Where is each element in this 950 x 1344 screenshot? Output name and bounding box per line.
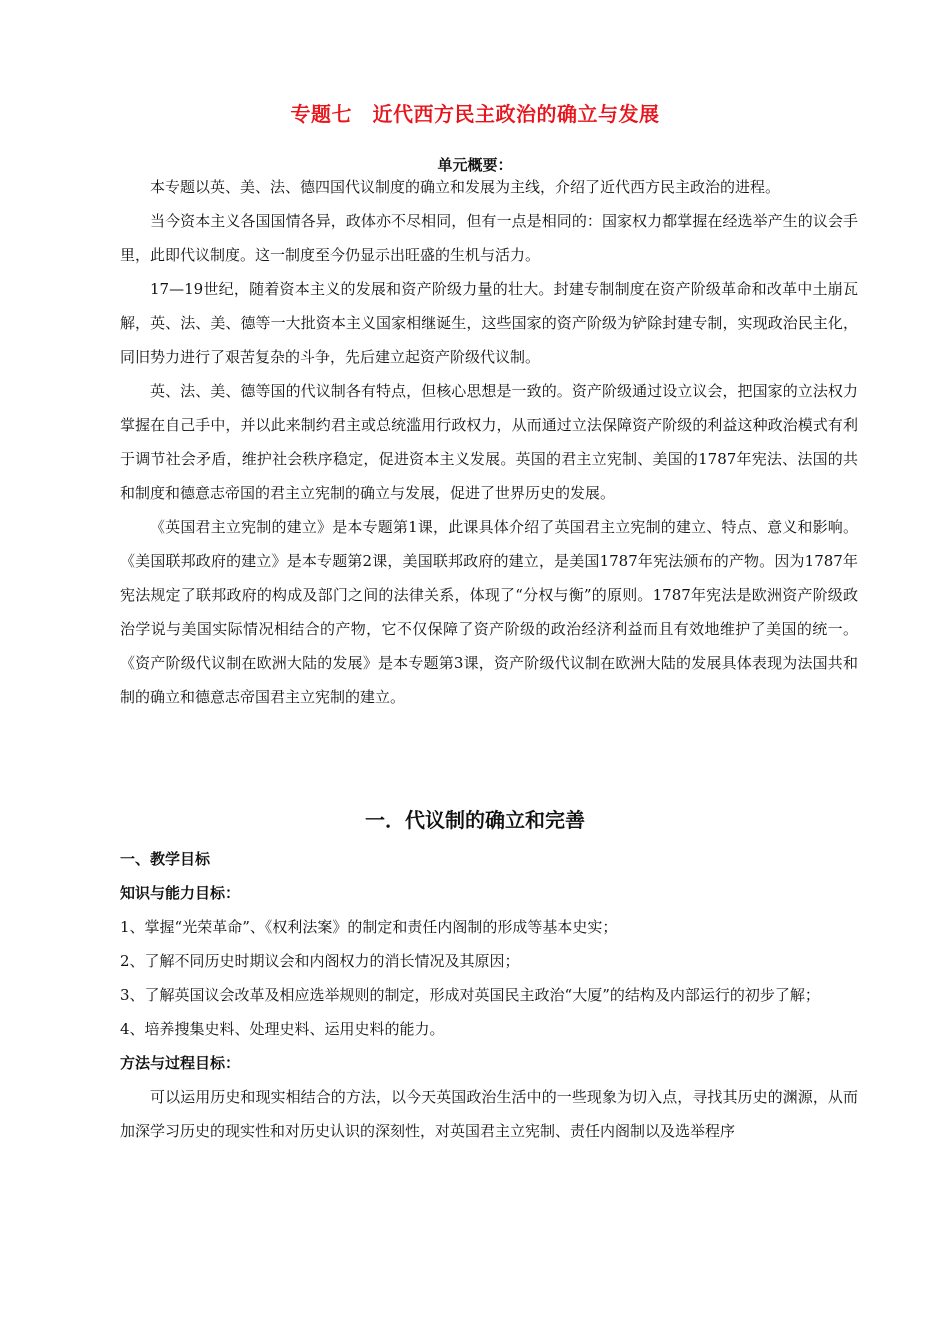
section-title: 一．代议制的确立和完善 bbox=[365, 808, 585, 832]
overview-paragraph: 本专题以英、美、法、德四国代议制度的确立和发展为主线，介绍了近代西方民主政治的进程。 bbox=[150, 178, 781, 196]
overview-paragraph: 英、法、美、德等国的代议制各有特点，但核心思想是一致的。资产阶级通过设立议会，把国家的立法权力掌握在自己手中，并以此来制约君主或总统滥用行政权力，从而通过立法保障资产阶级的利益这种政治模式有利于调节社会矛盾，维护社会秩序稳定，促进资本主义发展。英国的君主立宪制、美国的1787年宪法、法国的共和制度和德意志帝国的君主立宪制的确立与发展，促进了世界历史的发展。 bbox=[120, 382, 858, 502]
overview-paragraph: 17—19世纪，随着资本主义的发展和资产阶级力量的壮大。封建专制制度在资产阶级革命和改革中土崩瓦解，英、法、美、德等一大批资本主义国家相继诞生，这些国家的资产阶级为铲除封建专制，实现政治民主化，同旧势力进行了艰苦复杂的斗争，先后建立起资产阶级代议制。 bbox=[120, 280, 858, 366]
teaching-goals-heading: 一、教学目标 bbox=[120, 850, 211, 868]
knowledge-heading: 知识与能力目标： bbox=[120, 884, 241, 902]
knowledge-item: 3、了解英国议会改革及相应选举规则的制定，形成对英国民主政治“大厦”的结构及内部运行的初步了解； bbox=[120, 986, 820, 1004]
method-heading: 方法与过程目标： bbox=[120, 1054, 241, 1072]
overview-paragraph: 《英国君主立宪制的建立》是本专题第1课，此课具体介绍了英国君主立宪制的建立、特点、意义和影响。《美国联邦政府的建立》是本专题第2课，美国联邦政府的建立，是美国1787年宪法颁布的产物。因为1787年宪法规定了联邦政府的构成及部门之间的法律关系，体现了“分权与衡”的原则。1787年宪法是欧洲资产阶级政治学说与美国实际情况相结合的产物，它不仅保障了资产阶级的政治经济利益而且有效地维护了美国的统一。《资产阶级代议制在欧洲大陆的发展》是本专题第3课，资产阶级代议制在欧洲大陆的发展具体表现为法国共和制的确立和德意志帝国君主立宪制的建立。 bbox=[120, 518, 858, 706]
knowledge-item: 2、了解不同历史时期议会和内阁权力的消长情况及其原因； bbox=[120, 952, 520, 970]
knowledge-item: 1、掌握“光荣革命”、《权利法案》的制定和责任内阁制的形成等基本史实； bbox=[120, 918, 618, 936]
overview-section bbox=[120, 170, 858, 714]
document-title: 专题七 近代西方民主政治的确立与发展 bbox=[290, 102, 660, 126]
knowledge-item: 4、培养搜集史料、处理史料、运用史料的能力。 bbox=[120, 1020, 445, 1038]
method-paragraph: 可以运用历史和现实相结合的方法，以今天英国政治生活中的一些现象为切入点，寻找其历史的渊源，从而加深学习历史的现实性和对历史认识的深刻性，对英国君主立宪制、责任内阁制以及选举程序 bbox=[120, 1088, 858, 1140]
overview-heading: 单元概要： bbox=[437, 156, 513, 174]
objectives-section bbox=[120, 842, 858, 1148]
overview-paragraph: 当今资本主义各国国情各异，政体亦不尽相同，但有一点是相同的：国家权力都掌握在经选举产生的议会手里，此即代议制度。这一制度至今仍显示出旺盛的生机与活力。 bbox=[120, 212, 858, 264]
